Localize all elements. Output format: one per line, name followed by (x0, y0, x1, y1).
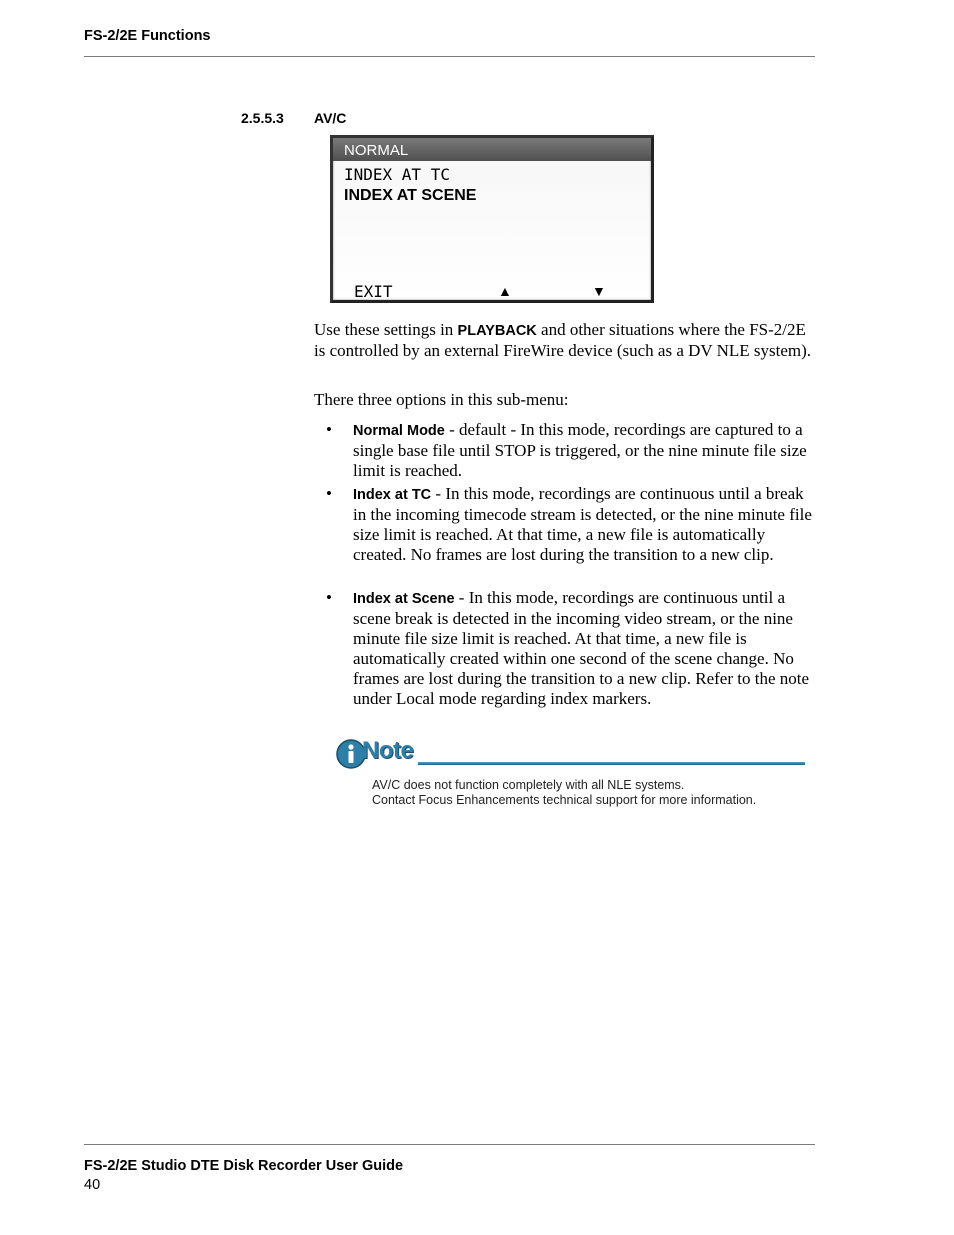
page-number: 40 (84, 1177, 101, 1193)
intro-after: and other situations where the FS-2/2E is controlled by an external FireWire device (such as a DV NLE system). (314, 320, 812, 360)
up-arrow-icon: ▲ (498, 283, 512, 299)
header-rule (84, 56, 815, 57)
bullet-marker: • (326, 588, 332, 607)
note-line-1: AV/C does not function completely with all NLE systems. (372, 778, 685, 792)
lcd-item-index-at-tc: INDEX AT TC (344, 165, 450, 184)
bullet-marker: • (326, 484, 332, 503)
footer-rule (84, 1144, 815, 1145)
lcd-item-index-at-scene: INDEX AT SCENE (344, 187, 477, 204)
bullet-index-at-scene (353, 588, 815, 709)
bullet-description: - default - In this mode, recordings are captured to a single base file until STOP is triggered, or the nine minute file size limit is reached. (353, 420, 807, 480)
bullet-normal-mode (353, 420, 815, 481)
note-body (372, 778, 756, 807)
bullet-index-at-tc (353, 484, 815, 565)
lcd-exit-label: EXIT (354, 282, 393, 301)
bullet-description: - In this mode, recordings are continuous until a break in the incoming timecode stream is detected, or the nine minute file size limit is reached. At that time, a new file is automatically created. No frames are lost during the transition to a new clip. (353, 484, 812, 564)
bullet-term: Index at Scene (353, 591, 455, 607)
note-line-2: Contact Focus Enhancements technical support for more information. (372, 792, 757, 807)
lcd-item-normal: NORMAL (344, 142, 409, 159)
down-arrow-icon: ▼ (592, 283, 606, 299)
note-heading: Note (362, 737, 414, 764)
section-title: AV/C (314, 110, 347, 126)
bullet-term: Normal Mode (353, 423, 445, 439)
options-intro: There three options in this sub-menu: (314, 390, 569, 409)
intro-paragraph (314, 320, 814, 361)
note-rule (418, 762, 805, 765)
intro-before: Use these settings in (314, 320, 458, 339)
bullet-term: Index at TC (353, 487, 432, 503)
bullet-marker: • (326, 420, 332, 439)
lcd-menu-screen (330, 135, 654, 303)
intro-keyword: PLAYBACK (457, 323, 537, 339)
section-number: 2.5.5.3 (241, 110, 284, 126)
bullet-description: - In this mode, recordings are continuous until a scene break is detected in the incoming video stream, or the nine minute file size limit is reached. At that time, a new file is automatically created within one second of the scene change. No frames are lost during the transition to a new clip. Refer to the note under Local mode regarding index markers. (353, 588, 810, 708)
running-header: FS-2/2E Functions (84, 28, 211, 44)
footer-title: FS-2/2E Studio DTE Disk Recorder User Guide (84, 1158, 404, 1174)
